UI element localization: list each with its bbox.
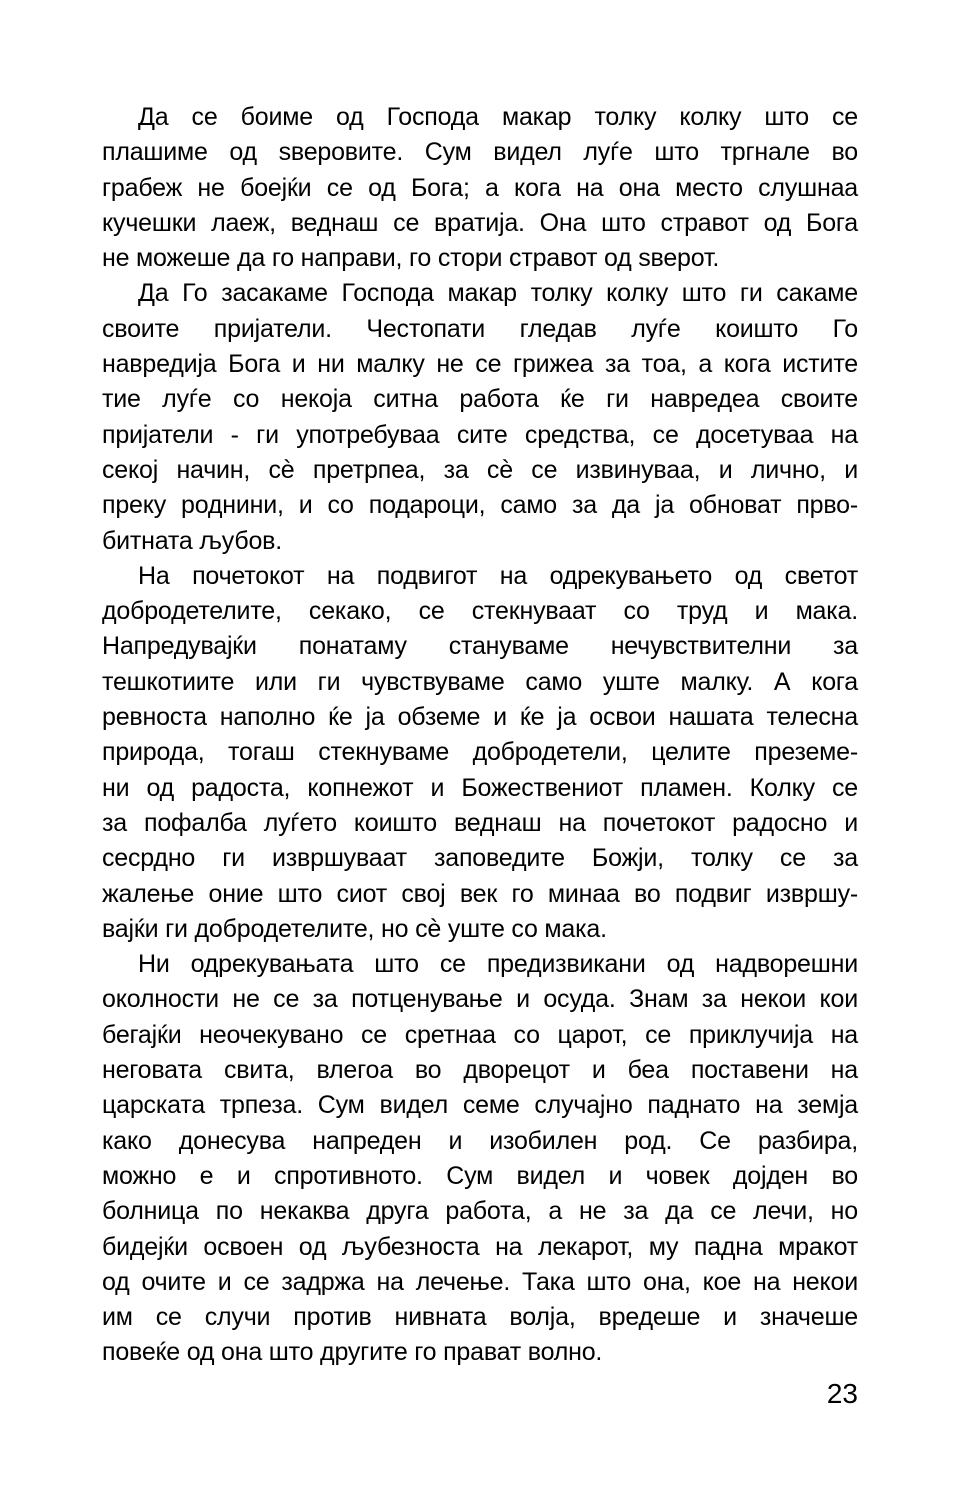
paragraph-line: сесрдно ги извршуваат заповедите Божји, толку се за [102,844,858,873]
text-block [102,100,858,1371]
paragraph [102,100,858,276]
paragraph-line: преку роднини, и со подароци, само за да ја обноват прво- [102,491,858,520]
paragraph-line: грабеж не боејќи се од Бога; а кога на она место слушнаа [102,173,858,202]
paragraph-line: плашиме од ѕверовите. Сум видел луѓе што тргнале во [102,138,858,167]
paragraph-line: не можеше да го направи, го стори стравот од ѕверот. [102,244,720,273]
paragraph-line: тие луѓе со некоја ситна работа ќе ги навредеа своите [102,385,858,414]
paragraph-line: бидејќи освоен од љубезноста на лекарот, му падна мракот [102,1232,858,1261]
paragraph-line: битната љубов. [102,526,283,555]
paragraph-line: На почетокот на подвигот на одрекувањето од светот [138,561,858,590]
paragraph-line: пријатели - ги употребуваа сите средства, се досетуваа на [102,420,858,449]
paragraph-line: тешкотиите или ги чувствуваме само уште малку. А кога [102,667,858,696]
paragraph-line: за пофалба луѓето коишто веднаш на почетокот радосно и [102,808,858,837]
paragraph [102,559,858,947]
paragraph-line: природа, тогаш стекнуваме добродетели, целите преземе- [102,738,858,767]
paragraph-line: Напредувајќи понатаму стануваме нечувствителни за [102,632,858,661]
paragraph-line: им се случи против нивната волја, вредеше и значеше [102,1303,858,1332]
page-number: 23 [826,1378,858,1409]
paragraph-line: добродетелите, секако, се стекнуваат со труд и мака. [102,597,858,626]
paragraph-line: околности не се за потценување и осуда. Знам за некои кои [102,985,858,1014]
paragraph-line: секој начин, сѐ претрпеа, за сѐ се извинуваа, и лично, и [102,455,858,484]
paragraph-line: Ни одрекувањата што се предизвикани од надворешни [138,950,858,979]
paragraph-line: вајќи ги добродетелите, но сѐ уште со мака. [102,914,607,943]
paragraph-line: кучешки лаеж, веднаш се вратија. Она што стравот од Бога [102,208,858,237]
paragraph-line: неговата свита, влегоа во дворецот и беа поставени на [102,1056,858,1085]
paragraph-line: можно е и спротивното. Сум видел и човек дојден во [102,1161,858,1190]
paragraph-line: бегајќи неочекувано се сретнаа со царот, се приклучија на [102,1020,858,1049]
paragraph-line: жалење оние што сиот свој век го минаа во подвиг извршу- [102,879,858,908]
paragraph-line: своите пријатели. Честопати гледав луѓе коишто Го [102,314,858,343]
paragraph-line: царската трпеза. Сум видел семе случајно паднато на земја [102,1091,858,1120]
paragraph-line: од очите и се задржа на лечење. Така што она, кое на некои [102,1267,858,1296]
paragraph-line: ни од радоста, копнежот и Божествениот пламен. Колку се [102,773,858,802]
paragraph-line: повеќе од она што другите го прават волно. [102,1338,603,1367]
paragraph-line: Да Го засакаме Господа макар толку колку што ги сакаме [138,279,858,308]
paragraph-line: како донесува напреден и изобилен род. Се разбира, [102,1126,858,1155]
paragraph-line: Да се боиме од Господа макар толку колку што се [138,103,858,131]
paragraph [102,947,858,1371]
paragraph-line: ревноста наполно ќе ја обземе и ќе ја освои нашата телесна [102,703,858,732]
paragraph [102,276,858,558]
paragraph-line: болница по некаква друга работа, а не за да се лечи, но [102,1197,858,1226]
paragraph-line: навредија Бога и ни малку не се грижеа за тоа, а кога истите [102,350,858,379]
